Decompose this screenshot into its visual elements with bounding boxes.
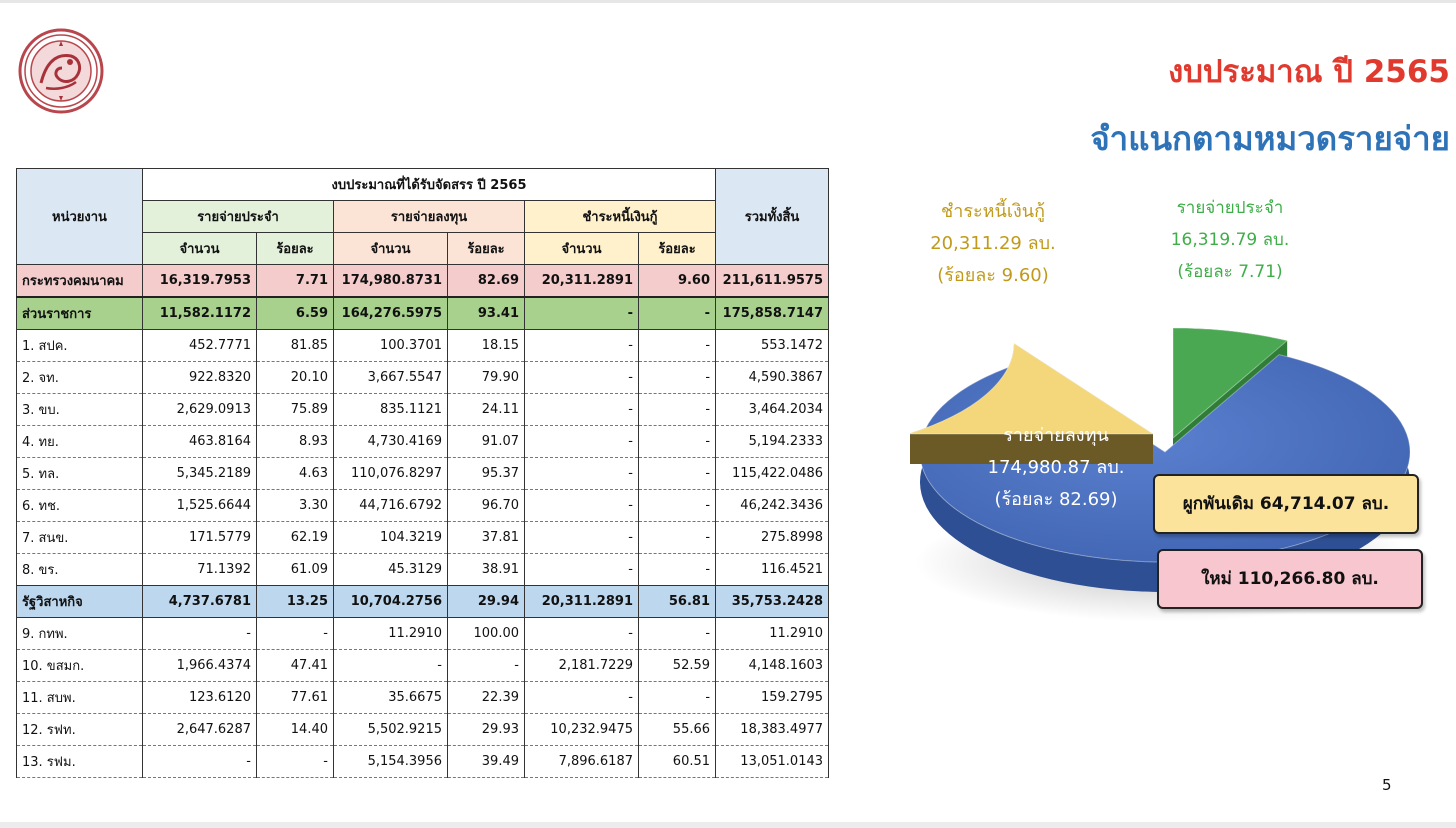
cell-debt: -	[525, 394, 639, 426]
table-row	[17, 362, 829, 394]
header-regular-amount: จำนวน	[143, 233, 257, 265]
cell-reg: -	[143, 618, 257, 650]
table-row	[17, 490, 829, 522]
cell-unit-name: 11. สบพ.	[17, 682, 143, 714]
cell-inv-pct: 100.00	[448, 618, 525, 650]
table-row	[17, 522, 829, 554]
cell-inv: 104.3219	[334, 522, 448, 554]
cell-unit-name: รัฐวิสาหกิจ	[17, 586, 143, 618]
cell-total: 553.1472	[716, 330, 829, 362]
cell-total: 18,383.4977	[716, 714, 829, 746]
table-row	[17, 330, 829, 362]
header-total: รวมทั้งสิ้น	[716, 169, 829, 265]
cell-reg: 5,345.2189	[143, 458, 257, 490]
cell-inv-pct: 91.07	[448, 426, 525, 458]
pie-label-regular-name: รายจ่ายประจำ	[1176, 198, 1284, 218]
cell-inv-pct: 24.11	[448, 394, 525, 426]
cell-inv: 4,730.4169	[334, 426, 448, 458]
pie-label-debt	[918, 196, 1068, 292]
cell-debt-pct: -	[639, 426, 716, 458]
cell-unit-name: 1. สปค.	[17, 330, 143, 362]
cell-inv: 11.2910	[334, 618, 448, 650]
cell-inv: 10,704.2756	[334, 586, 448, 618]
cell-debt-pct: 56.81	[639, 586, 716, 618]
table-row	[17, 265, 829, 298]
cell-total: 11.2910	[716, 618, 829, 650]
cell-inv-pct: 79.90	[448, 362, 525, 394]
table-row	[17, 394, 829, 426]
cell-inv-pct: 95.37	[448, 458, 525, 490]
header-regular: รายจ่ายประจำ	[143, 201, 334, 233]
cell-debt: 20,311.2891	[525, 265, 639, 298]
cell-debt: 20,311.2891	[525, 586, 639, 618]
cell-reg: 71.1392	[143, 554, 257, 586]
cell-debt: 2,181.7229	[525, 650, 639, 682]
cell-unit-name: 2. จท.	[17, 362, 143, 394]
cell-debt-pct: -	[639, 554, 716, 586]
pie-label-investment-percent: (ร้อยละ 82.69)	[994, 489, 1118, 510]
cell-inv: 35.6675	[334, 682, 448, 714]
cell-total: 115,422.0486	[716, 458, 829, 490]
cell-inv: 45.3129	[334, 554, 448, 586]
cell-unit-name: 6. ทช.	[17, 490, 143, 522]
cell-inv: 5,154.3956	[334, 746, 448, 778]
cell-inv-pct: 96.70	[448, 490, 525, 522]
cell-debt: -	[525, 522, 639, 554]
cell-reg: 16,319.7953	[143, 265, 257, 298]
pie-label-debt-name: ชำระหนี้เงินกู้	[941, 201, 1045, 222]
budget-table-body	[17, 265, 829, 778]
pie-label-debt-amount: 20,311.29 ลบ.	[930, 233, 1056, 254]
cell-inv: 100.3701	[334, 330, 448, 362]
cell-inv-pct: -	[448, 650, 525, 682]
pie-label-investment-name: รายจ่ายลงทุน	[1003, 425, 1109, 446]
cell-reg-pct: 3.30	[257, 490, 334, 522]
cell-reg-pct: 20.10	[257, 362, 334, 394]
cell-reg-pct: 62.19	[257, 522, 334, 554]
cell-inv: 3,667.5547	[334, 362, 448, 394]
table-row	[17, 682, 829, 714]
cell-inv-pct: 29.93	[448, 714, 525, 746]
callout-existing-commitment: ผูกพันเดิม 64,714.07 ลบ.	[1153, 474, 1419, 534]
cell-total: 46,242.3436	[716, 490, 829, 522]
header-debt-amount: จำนวน	[525, 233, 639, 265]
cell-reg-pct: 6.59	[257, 297, 334, 330]
cell-inv-pct: 22.39	[448, 682, 525, 714]
cell-reg-pct: 13.25	[257, 586, 334, 618]
cell-reg: 463.8164	[143, 426, 257, 458]
cell-debt: -	[525, 682, 639, 714]
cell-debt: 10,232.9475	[525, 714, 639, 746]
cell-inv: 5,502.9215	[334, 714, 448, 746]
cell-total: 4,148.1603	[716, 650, 829, 682]
cell-reg: 11,582.1172	[143, 297, 257, 330]
cell-inv-pct: 37.81	[448, 522, 525, 554]
cell-total: 211,611.9575	[716, 265, 829, 298]
budget-table	[16, 168, 829, 778]
cell-debt-pct: -	[639, 394, 716, 426]
table-row	[17, 554, 829, 586]
cell-debt-pct: -	[639, 297, 716, 330]
pie-label-investment-amount: 174,980.87 ลบ.	[987, 457, 1125, 478]
cell-debt-pct: -	[639, 458, 716, 490]
cell-debt-pct: 52.59	[639, 650, 716, 682]
cell-reg-pct: 4.63	[257, 458, 334, 490]
cell-unit-name: 7. สนข.	[17, 522, 143, 554]
cell-inv-pct: 82.69	[448, 265, 525, 298]
cell-unit-name: 8. ขร.	[17, 554, 143, 586]
table-row	[17, 297, 829, 330]
cell-reg-pct: 61.09	[257, 554, 334, 586]
cell-debt-pct: -	[639, 362, 716, 394]
header-debt-percent: ร้อยละ	[639, 233, 716, 265]
cell-reg: 4,737.6781	[143, 586, 257, 618]
cell-inv: 174,980.8731	[334, 265, 448, 298]
cell-reg-pct: 14.40	[257, 714, 334, 746]
cell-total: 3,464.2034	[716, 394, 829, 426]
header-budget-group: งบประมาณที่ได้รับจัดสรร ปี 2565	[143, 169, 716, 201]
cell-debt-pct: -	[639, 490, 716, 522]
cell-reg-pct: 81.85	[257, 330, 334, 362]
pie-label-investment	[966, 420, 1146, 516]
cell-inv-pct: 38.91	[448, 554, 525, 586]
page-title: งบประมาณ ปี 2565	[1168, 54, 1450, 90]
table-row	[17, 746, 829, 778]
cell-inv-pct: 29.94	[448, 586, 525, 618]
cell-debt-pct: 55.66	[639, 714, 716, 746]
cell-inv-pct: 39.49	[448, 746, 525, 778]
cell-unit-name: ส่วนราชการ	[17, 297, 143, 330]
pie-label-regular	[1150, 192, 1310, 288]
cell-unit-name: 5. ทล.	[17, 458, 143, 490]
cell-debt: -	[525, 554, 639, 586]
cell-unit-name: 4. ทย.	[17, 426, 143, 458]
page-number: 5	[1382, 776, 1392, 794]
top-border	[0, 0, 1456, 3]
cell-debt: -	[525, 490, 639, 522]
cell-reg-pct: 77.61	[257, 682, 334, 714]
table-row	[17, 426, 829, 458]
page-subtitle: จำแนกตามหมวดรายจ่าย	[1090, 119, 1450, 158]
cell-reg: 2,647.6287	[143, 714, 257, 746]
pie-label-debt-percent: (ร้อยละ 9.60)	[937, 265, 1049, 286]
header-unit: หน่วยงาน	[17, 169, 143, 265]
table-row	[17, 714, 829, 746]
cell-total: 5,194.2333	[716, 426, 829, 458]
cell-debt-pct: -	[639, 522, 716, 554]
cell-inv: 110,076.8297	[334, 458, 448, 490]
table-row	[17, 586, 829, 618]
cell-reg: 123.6120	[143, 682, 257, 714]
cell-total: 175,858.7147	[716, 297, 829, 330]
header-regular-percent: ร้อยละ	[257, 233, 334, 265]
cell-reg: 1,525.6644	[143, 490, 257, 522]
cell-reg-pct: 7.71	[257, 265, 334, 298]
cell-debt-pct: 60.51	[639, 746, 716, 778]
header-debt: ชำระหนี้เงินกู้	[525, 201, 716, 233]
table-row	[17, 458, 829, 490]
cell-debt-pct: -	[639, 330, 716, 362]
cell-total: 116.4521	[716, 554, 829, 586]
table-row	[17, 618, 829, 650]
cell-debt-pct: -	[639, 682, 716, 714]
cell-debt: -	[525, 362, 639, 394]
cell-reg: 1,966.4374	[143, 650, 257, 682]
table-row	[17, 650, 829, 682]
cell-reg-pct: -	[257, 618, 334, 650]
cell-reg-pct: -	[257, 746, 334, 778]
header-investment-amount: จำนวน	[334, 233, 448, 265]
cell-inv: 835.1121	[334, 394, 448, 426]
cell-inv: -	[334, 650, 448, 682]
cell-reg-pct: 75.89	[257, 394, 334, 426]
header-investment: รายจ่ายลงทุน	[334, 201, 525, 233]
cell-total: 35,753.2428	[716, 586, 829, 618]
cell-inv-pct: 18.15	[448, 330, 525, 362]
cell-debt: -	[525, 458, 639, 490]
ministry-seal-logo	[16, 28, 106, 114]
cell-reg: 922.8320	[143, 362, 257, 394]
cell-debt: -	[525, 618, 639, 650]
cell-debt: -	[525, 330, 639, 362]
bottom-border	[0, 822, 1456, 828]
cell-debt: -	[525, 426, 639, 458]
pie-label-regular-amount: 16,319.79 ลบ.	[1170, 230, 1290, 250]
header-investment-percent: ร้อยละ	[448, 233, 525, 265]
cell-total: 13,051.0143	[716, 746, 829, 778]
cell-reg: -	[143, 746, 257, 778]
cell-reg-pct: 8.93	[257, 426, 334, 458]
cell-inv: 44,716.6792	[334, 490, 448, 522]
cell-unit-name: 10. ขสมก.	[17, 650, 143, 682]
cell-debt: 7,896.6187	[525, 746, 639, 778]
cell-unit-name: 13. รฟม.	[17, 746, 143, 778]
cell-total: 4,590.3867	[716, 362, 829, 394]
cell-inv: 164,276.5975	[334, 297, 448, 330]
cell-unit-name: 12. รฟท.	[17, 714, 143, 746]
cell-reg: 171.5779	[143, 522, 257, 554]
pie-label-regular-percent: (ร้อยละ 7.71)	[1177, 262, 1283, 282]
cell-debt: -	[525, 297, 639, 330]
cell-debt-pct: -	[639, 618, 716, 650]
cell-unit-name: 3. ขบ.	[17, 394, 143, 426]
cell-inv-pct: 93.41	[448, 297, 525, 330]
cell-reg-pct: 47.41	[257, 650, 334, 682]
cell-unit-name: กระทรวงคมนาคม	[17, 265, 143, 298]
cell-reg: 2,629.0913	[143, 394, 257, 426]
cell-total: 159.2795	[716, 682, 829, 714]
cell-reg: 452.7771	[143, 330, 257, 362]
callout-new-commitment: ใหม่ 110,266.80 ลบ.	[1157, 549, 1423, 609]
cell-debt-pct: 9.60	[639, 265, 716, 298]
cell-unit-name: 9. กทพ.	[17, 618, 143, 650]
cell-total: 275.8998	[716, 522, 829, 554]
